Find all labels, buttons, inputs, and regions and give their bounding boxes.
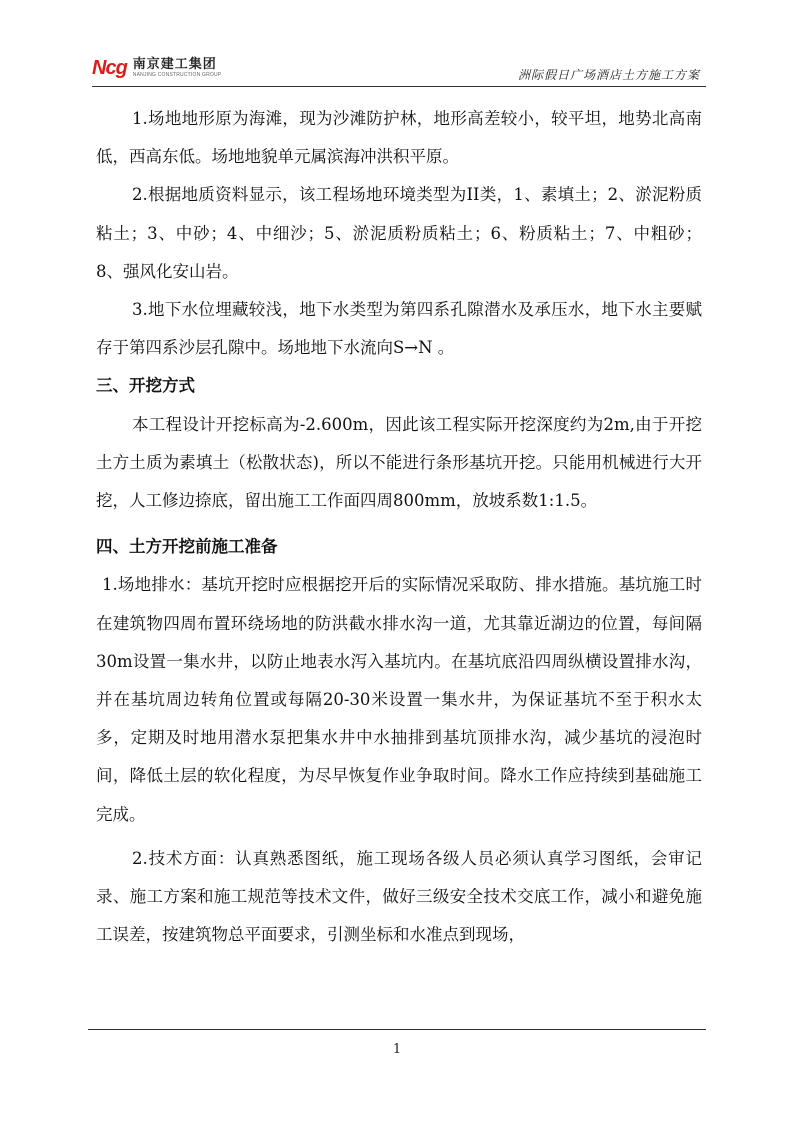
paragraph-groundwater: 3.地下水位埋藏较浅，地下水类型为第四系孔隙潜水及承压水，地下水主要赋存于第四系沙层孔隙中。场地地下水流向S→N 。 <box>96 300 702 358</box>
document-title: 洲际假日广场酒店土方施工方案 <box>517 68 700 82</box>
document-body <box>96 100 702 954</box>
logo-company-name-en: NANJING CONSTRUCTION GROUP <box>132 72 222 78</box>
paragraph-site-drainage: 1.场地排水：基坑开挖时应根据挖开后的实际情况采取防、排水措施。基坑施工时在建筑物四周布置环绕场地的防洪截水排水沟一道，尤其靠近湖边的位置，每间隔30m设置一集水井，以防止地表水泻入基坑内。在基坑底沿四周纵横设置排水沟，并在基坑周边转角位置或每隔20-30米设置一集水井，为保证基坑不至于积水太多，定期及时地用潜水泵把集水井中水抽排到基坑顶排水沟，减少基坑的浸泡时间，降低土层的软化程度，为尽早恢复作业争取时间。降水工作应持续到基础施工完成。 <box>96 575 702 824</box>
page-header <box>92 58 706 86</box>
page-number: 1 <box>392 1042 402 1057</box>
footer-divider <box>88 1029 706 1030</box>
logo-mark: Ncg <box>92 57 127 79</box>
section-heading-preparation: 四、土方开挖前施工准备 <box>96 537 278 557</box>
section-heading-excavation-method: 三、开挖方式 <box>96 376 195 396</box>
paragraph-excavation-method: 本工程设计开挖标高为-2.600m，因此该工程实际开挖深度约为2m,由于开挖土方土质为素填土（松散状态)，所以不能进行条形基坑开挖。只能用机械进行大开挖，人工修边捺底，留出施工工作面四周800mm，放坡系数1:1.5。 <box>96 414 702 511</box>
logo-text <box>133 58 222 78</box>
paragraph-technical: 2.技术方面：认真熟悉图纸，施工现场各级人员必须认真学习图纸，会审记录、施工方案和施工规范等技术文件，做好三级安全技术交底工作，减小和避免施工误差，按建筑物总平面要求，引测坐标和水准点到现场， <box>96 848 702 945</box>
paragraph-terrain: 1.场地地形原为海滩，现为沙滩防护林，地形高差较小，较平坦，地势北高南低，西高东低。场地地貌单元属滨海冲洪积平原。 <box>96 109 702 167</box>
logo-company-name: 南京建工集团 <box>132 57 217 72</box>
paragraph-geology: 2.根据地质资料显示，该工程场地环境类型为II类，1、素填土；2、淤泥粉质粘土；3、中砂；4、中细沙；5、淤泥质粉质粘土；6、粉质粘土；7、中粗砂；8、强风化安山岩。 <box>96 185 702 281</box>
header-divider <box>92 86 706 87</box>
company-logo <box>92 58 221 78</box>
